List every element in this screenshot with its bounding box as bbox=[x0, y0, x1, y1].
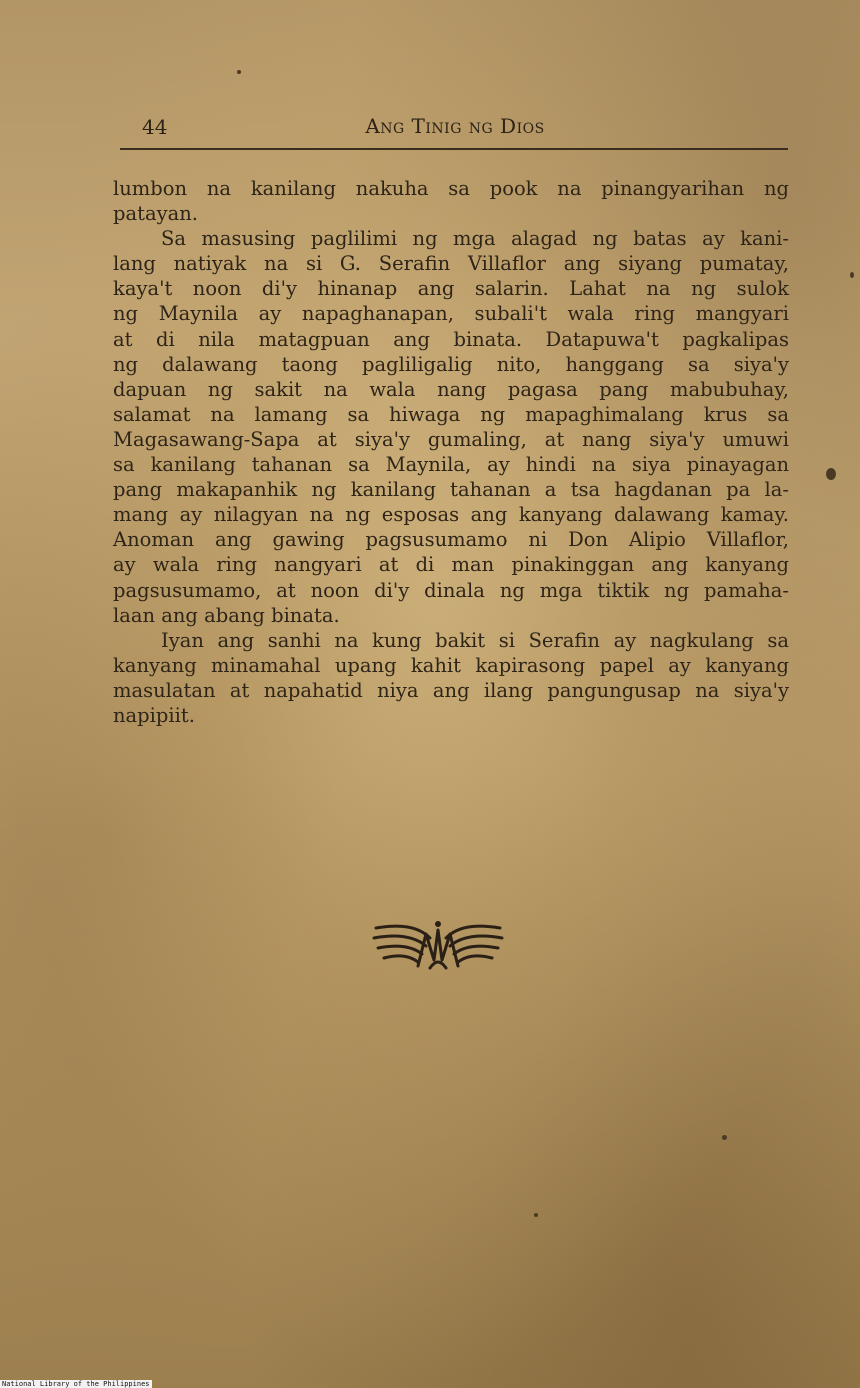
running-title: Ang Tinig ng Dios bbox=[365, 114, 545, 138]
header-rule bbox=[120, 148, 788, 150]
page-number: 44 bbox=[142, 115, 168, 139]
text-line: dapuan ng sakit na wala nang pagasa pang mabubuhay, bbox=[113, 377, 789, 401]
text-line: ay wala ring nangyari at di man pinakinggan ang kanyang bbox=[113, 553, 789, 577]
body-text bbox=[113, 176, 789, 728]
text-line: kanyang minamahal upang kahit kapirasong papel ay kanyang bbox=[113, 653, 789, 677]
library-credit: National Library of the Philippines bbox=[2, 1380, 150, 1388]
text-line: lang natiyak na si G. Serafin Villaflor ang siyang pumatay, bbox=[113, 252, 789, 276]
text-line: lumbon na kanilang nakuha sa pook na pinangyarihan ng bbox=[113, 177, 789, 200]
page-header bbox=[120, 112, 790, 142]
text-line: kaya't noon di'y hinanap ang salarin. Lahat na ng sulok bbox=[113, 277, 789, 301]
paper-speck bbox=[534, 1213, 538, 1217]
text-line: ng dalawang taong pagliligalig nito, hanggang sa siya'y bbox=[113, 352, 789, 376]
text-line: ng Maynila ay napaghanapan, subali't wala ring mangyari bbox=[113, 302, 789, 326]
text-line: patayan. bbox=[113, 202, 198, 226]
paper-speck bbox=[237, 70, 241, 74]
text-line: mang ay nilagyan na ng esposas ang kanyang dalawang kamay. bbox=[113, 503, 789, 527]
text-line: sa kanilang tahanan sa Maynila, ay hindi na siya pinayagan bbox=[113, 453, 789, 477]
paper-speck bbox=[722, 1135, 727, 1140]
text-line: Magasawang-Sapa at siya'y gumaling, at nang siya'y umuwi bbox=[113, 427, 789, 451]
text-line: laan ang abang binata. bbox=[113, 603, 340, 627]
tailpiece-ornament-icon bbox=[370, 916, 506, 974]
paper-speck bbox=[826, 468, 836, 480]
text-line: Anoman ang gawing pagsusumamo ni Don Alipio Villaflor, bbox=[113, 528, 789, 552]
text-line: at di nila matagpuan ang binata. Datapuwa't pagkalipas bbox=[113, 327, 789, 351]
text-line: Iyan ang sanhi na kung bakit si Serafin ay nagkulang sa bbox=[161, 628, 789, 652]
text-line: Sa masusing paglilimi ng mga alagad ng batas ay kani- bbox=[161, 227, 789, 251]
text-line: masulatan at napahatid niya ang ilang pangungusap na siya'y bbox=[113, 678, 789, 702]
text-line: pang makapanhik ng kanilang tahanan a tsa hagdanan pa la- bbox=[113, 478, 789, 502]
paper-speck bbox=[850, 272, 854, 278]
text-line: salamat na lamang sa hiwaga ng mapaghimalang krus sa bbox=[113, 402, 789, 426]
text-line: pagsusumamo, at noon di'y dinala ng mga tiktik ng pamaha- bbox=[113, 578, 789, 602]
text-line: napipiit. bbox=[113, 703, 195, 727]
